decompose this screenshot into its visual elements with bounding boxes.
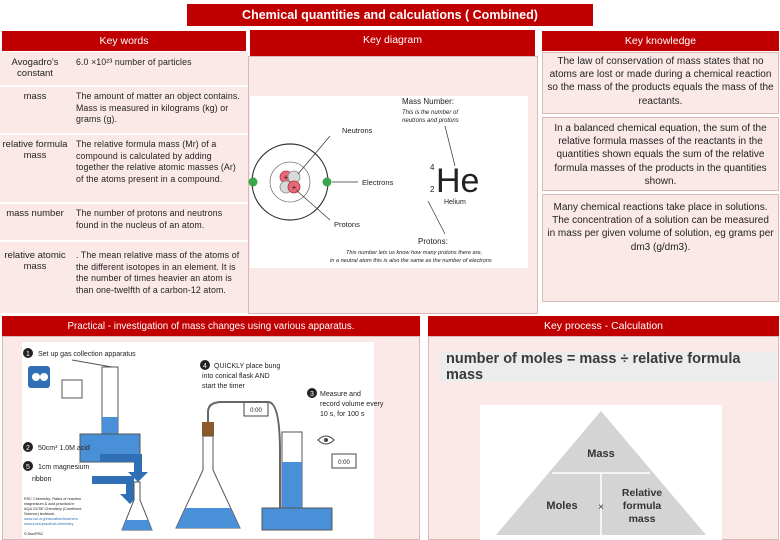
credit-line: RSC Chemistry: Rates of reaction <box>24 497 81 501</box>
key-word-definition: The amount of matter an object contains. Mass is measured in kilograms (kg) or grams (g). <box>70 87 248 133</box>
formula-triangle <box>480 405 722 540</box>
bung <box>202 422 214 436</box>
triangle-moles: Moles <box>546 500 578 512</box>
step-number: 5 <box>26 464 30 471</box>
goggles-lens <box>32 373 40 381</box>
step-3-text-3: 10 s, for 100 s <box>320 411 365 418</box>
key-word-definition: The number of protons and neutrons found in the nucleus of an atom. <box>70 204 248 240</box>
step-4-text-1: QUICKLY place bung <box>214 363 281 370</box>
step-1-text: Set up gas collection apparatus <box>38 351 136 358</box>
step-3-text-1: Measure and <box>320 391 361 398</box>
credit-link[interactable]: www.rsc.org/education/teachers <box>24 517 78 521</box>
knowledge-paragraph: The law of conservation of mass states that no atoms are lost or made during a chemical reaction so the mass of the products equals the mass of the reactants. <box>547 56 774 107</box>
electron-particle <box>249 178 258 187</box>
plus-sign: + <box>283 173 289 182</box>
step-4-text-3: start the timer <box>202 383 245 390</box>
key-word-definition: The relative formula mass (Mr) of a compound is calculated by adding together the relative atomic masses (Ar) of the atoms present in a compound. <box>70 135 248 202</box>
key-word-row <box>0 135 248 203</box>
step-5-text-1: 1cm magnesium <box>38 464 90 471</box>
practical-diagram <box>22 342 384 538</box>
stopwatch-display: 0:00 <box>250 408 262 414</box>
key-knowledge-heading-text: Key knowledge <box>624 35 697 47</box>
credit-line: magnesium & acid practical in <box>24 502 75 506</box>
step-3-text-2: record volume every <box>320 401 384 408</box>
key-diagram-heading-text: Key diagram <box>363 34 422 46</box>
atom-diagram <box>250 96 528 268</box>
mass-number-desc-1: This is the number of <box>402 110 459 116</box>
knowledge-paragraph: In a balanced chemical equation, the sum of the relative formula masses of the reactants in the quantities shown equals the sum of the relative formula masses of the products in the quantities shown. <box>554 123 767 187</box>
key-knowledge-panel-3 <box>542 194 779 302</box>
protons-desc-1: This number lets us know how many protons there are, <box>346 250 483 256</box>
credit-link[interactable]: resources/practical-chemistry <box>24 522 74 526</box>
credit-line: Science) textbook. <box>24 512 56 516</box>
step-4-text-2: into conical flask AND <box>202 373 270 380</box>
knowledge-paragraph: Many chemical reactions take place in solutions. The concentration of a solution can be measured in mass per given volume of solution, eg grams per dm3 (g/dm3). <box>547 202 774 253</box>
mass-number-desc-2: neutrons and protons <box>402 118 459 124</box>
key-word-term: relative atomic mass <box>0 242 70 313</box>
acid-in-flask <box>176 508 240 528</box>
element-name: Helium <box>444 199 466 206</box>
key-word-definition: 6.0 ×10²³ number of particles <box>70 52 248 85</box>
page-title-text: Chemical quantities and calculations ( Combined) <box>242 8 538 22</box>
neutrons-label: Neutrons <box>342 126 373 135</box>
key-words-heading-text: Key words <box>99 35 149 47</box>
credit-line: ©Jisc/RSC <box>24 531 44 536</box>
atomic-number-value: 2 <box>430 185 435 194</box>
triangle-rfm-2: formula <box>622 500 662 512</box>
formula-box <box>440 352 776 382</box>
key-diagram-heading <box>250 30 535 56</box>
step-5-text-2: ribbon <box>32 476 52 483</box>
key-word-term: mass <box>0 87 70 133</box>
acid-in-flask <box>122 520 152 530</box>
protons-desc-2: in a neutral atom this is also the same as the number of electrons <box>330 258 492 264</box>
eye-pupil <box>324 438 328 442</box>
mass-number-value: 4 <box>430 163 435 172</box>
key-words-table <box>0 52 248 314</box>
key-word-row <box>0 87 248 134</box>
key-word-definition: . The mean relative mass of the atoms of the different isotopes in an element. It is the number of times heavier an atom is than one-twelfth of a carbon-12 atom. <box>70 242 248 313</box>
formula-text: number of moles = mass ÷ relative formula mass <box>446 351 741 383</box>
key-word-row <box>0 242 248 314</box>
clamp <box>62 380 82 398</box>
mass-number-title: Mass Number: <box>402 97 455 106</box>
key-word-term: Avogadro's constant <box>0 52 70 85</box>
goggles-lens <box>40 373 48 381</box>
key-word-term: mass number <box>0 204 70 240</box>
key-knowledge-panel-2 <box>542 117 779 191</box>
key-word-term: relative formula mass <box>0 135 70 202</box>
practical-heading-text: Practical - investigation of mass changes using various apparatus. <box>67 320 355 332</box>
electron-particle <box>323 178 332 187</box>
triangle-times: × <box>598 502 604 513</box>
practical-heading <box>2 316 420 336</box>
key-process-heading-text: Key process - Calculation <box>543 320 664 332</box>
step-number: 3 <box>310 391 314 398</box>
triangle-rfm-1: Relative <box>621 487 663 499</box>
step-number: 2 <box>26 445 30 452</box>
protons-label: Protons <box>334 220 360 229</box>
water-in-cylinder <box>282 462 302 512</box>
key-words-heading <box>2 31 246 51</box>
water-trough <box>262 508 332 530</box>
electrons-label: Electrons <box>362 178 394 187</box>
plus-sign: + <box>291 183 297 192</box>
step-number: 4 <box>203 363 207 370</box>
key-word-row <box>0 52 248 86</box>
credit-line: AQA GCSE Chemistry (Combined <box>24 507 82 511</box>
step-2-text: 50cm³ 1.0M acid <box>38 445 90 452</box>
page-title <box>187 4 593 26</box>
key-process-heading <box>428 316 779 336</box>
step-number: 1 <box>26 351 30 358</box>
triangle-rfm-3: mass <box>628 513 656 525</box>
triangle-mass: Mass <box>587 448 615 460</box>
protons-title: Protons: <box>418 237 448 246</box>
element-symbol: He <box>436 162 480 200</box>
key-knowledge-panel-1 <box>542 52 779 114</box>
key-word-row <box>0 204 248 241</box>
stopwatch-display: 0:00 <box>338 460 350 466</box>
key-knowledge-heading <box>542 31 779 51</box>
